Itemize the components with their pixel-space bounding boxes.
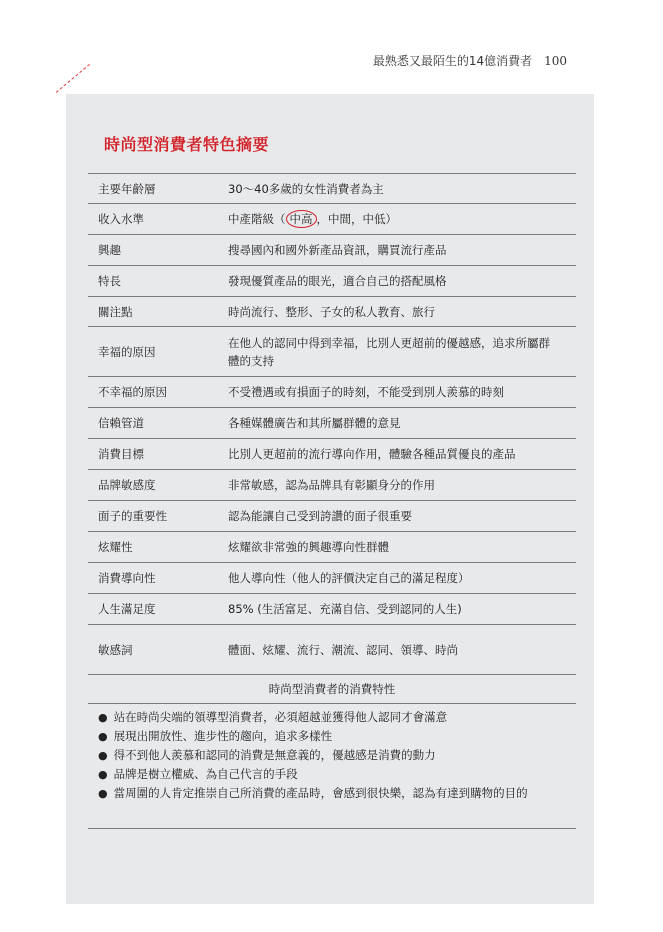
row-value: 時尚流行、整形、子女的私人教育、旅行 — [218, 297, 576, 327]
bullet-icon: ● — [98, 711, 108, 724]
row-key: 收入水準 — [88, 204, 218, 235]
list-item-text: 站在時尚尖端的領導型消費者，必須超越並獲得他人認同才會滿意 — [113, 710, 448, 724]
table-row — [88, 327, 576, 377]
section-title: 時尚型消費者特色摘要 — [104, 135, 270, 154]
table-row — [88, 204, 576, 235]
page-number: 100 — [544, 54, 567, 68]
row-value: 他人導向性（他人的評價決定自己的滿足程度） — [218, 563, 576, 594]
row-key: 炫耀性 — [88, 532, 218, 563]
table-row — [88, 408, 576, 439]
list-item — [88, 765, 576, 784]
row-key: 消費導向性 — [88, 563, 218, 594]
table-row — [88, 470, 576, 501]
table-row — [88, 174, 576, 204]
table-row — [88, 266, 576, 297]
row-key: 面子的重要性 — [88, 501, 218, 532]
table-row — [88, 235, 576, 266]
row-key: 消費目標 — [88, 439, 218, 470]
row-value: 炫耀欲非常強的興趣導向性群體 — [218, 532, 576, 563]
table-row — [88, 377, 576, 408]
traits-heading: 時尚型消費者的消費特性 — [88, 675, 576, 704]
row-key: 信賴管道 — [88, 408, 218, 439]
table-row — [88, 297, 576, 327]
page-header — [373, 52, 567, 69]
row-value: 各種媒體廣告和其所屬群體的意見 — [218, 408, 576, 439]
list-item-text: 得不到他人羨慕和認同的消費是無意義的，優越感是消費的動力 — [113, 748, 436, 762]
summary-table — [88, 173, 576, 675]
row-key: 主要年齡層 — [88, 174, 218, 204]
list-item-text: 當周圍的人肯定推崇自己所消費的產品時，會感到很快樂，認為有達到購物的目的 — [113, 786, 528, 800]
row-value: 比別人更超前的流行導向作用，體驗各種品質優良的產品 — [218, 439, 576, 470]
row-value-post: ，中間，中低） — [316, 212, 397, 226]
table-row — [88, 532, 576, 563]
row-value: 非常敏感，認為品牌具有彰顯身分的作用 — [218, 470, 576, 501]
row-value: 搜尋國內和國外新產品資訊，購買流行產品 — [218, 235, 576, 266]
list-item — [88, 784, 576, 803]
table-row — [88, 625, 576, 675]
row-value-pre: 中產階級（ — [228, 212, 286, 226]
table-row — [88, 439, 576, 470]
row-key: 人生滿足度 — [88, 594, 218, 625]
row-key: 品牌敏感度 — [88, 470, 218, 501]
bullet-icon: ● — [98, 730, 108, 743]
row-value: 30～40多歲的女性消費者為主 — [218, 174, 576, 204]
row-key: 興趣 — [88, 235, 218, 266]
corner-dashed-mark — [56, 64, 90, 93]
row-value — [218, 204, 576, 235]
bullet-icon: ● — [98, 749, 108, 762]
row-value: 在他人的認同中得到幸福，比別人更超前的優越感，追求所屬群體的支持 — [218, 327, 576, 377]
row-key: 敏感詞 — [88, 625, 218, 675]
bottom-divider — [88, 828, 576, 829]
circled-annotation: 中高 — [286, 210, 317, 228]
bullet-icon: ● — [98, 768, 108, 781]
list-item-text: 展現出開放性、進步性的趨向，追求多樣性 — [113, 729, 333, 743]
table-row — [88, 594, 576, 625]
row-key: 不幸福的原因 — [88, 377, 218, 408]
row-key: 幸福的原因 — [88, 327, 218, 377]
row-value: 不受禮遇或有損面子的時刻，不能受到別人羨慕的時刻 — [218, 377, 576, 408]
row-key: 關注點 — [88, 297, 218, 327]
list-item — [88, 746, 576, 765]
table-row — [88, 563, 576, 594]
list-item-text: 品牌是樹立權威、為自己代言的手段 — [113, 767, 298, 781]
table-row — [88, 501, 576, 532]
row-value: 體面、炫耀、流行、潮流、認同、領導、時尚 — [218, 625, 576, 675]
row-key: 特長 — [88, 266, 218, 297]
traits-list — [88, 708, 576, 803]
list-item — [88, 708, 576, 727]
row-value: 85% (生活富足、充滿自信、受到認同的人生) — [218, 594, 576, 625]
running-title: 最熟悉又最陌生的14億消費者 — [372, 54, 533, 68]
row-value: 發現優質產品的眼光，適合自己的搭配風格 — [218, 266, 576, 297]
row-value: 認為能讓自己受到誇讚的面子很重要 — [218, 501, 576, 532]
bullet-icon: ● — [98, 787, 108, 800]
list-item — [88, 727, 576, 746]
